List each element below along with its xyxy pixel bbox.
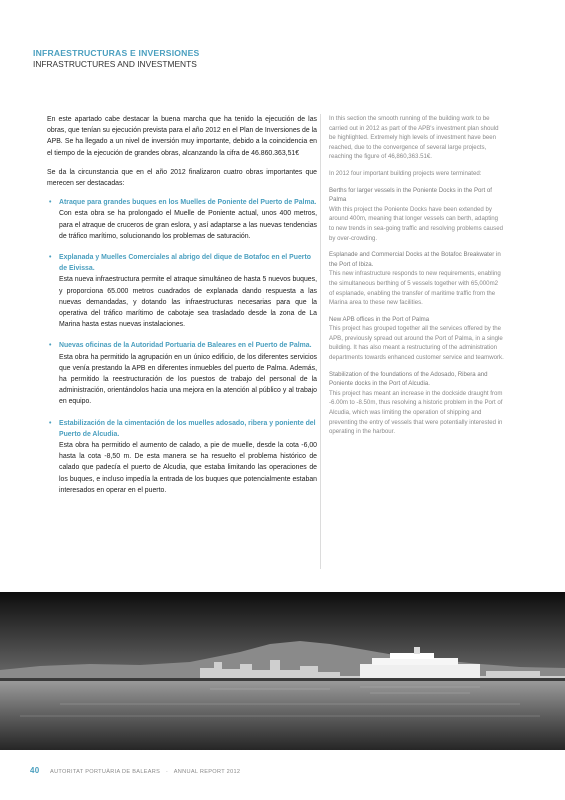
english-item-title: Esplanade and Commercial Docks at the Botafoc Breakwater in the Port of Ibiza. (329, 251, 501, 268)
bullet-title: Nuevas oficinas de la Autoridad Portuaria de Baleares en el Puerto de Palma. (59, 342, 312, 350)
section-title-es: INFRAESTRUCTURAS E INVERSIONES (33, 48, 200, 58)
english-item (329, 186, 504, 244)
lead-paragraph-es: Se da la circunstancia que en el año 2012 finalizaron cuatro obras importantes que merecen ser destacadas: (47, 168, 317, 188)
bullet-title: Estabilización de la cimentación de los muelles adosado, ribera y poniente del Puerto de Alcudia. (59, 419, 316, 438)
bullet-item (47, 340, 317, 407)
harbour-photo (0, 592, 565, 750)
column-divider (320, 114, 321, 569)
intro-paragraph-es: En este apartado cabe destacar la buena marcha que ha tenido la ejecución de las obras, que tenían su ejecución prevista para el año 2012 en el Plan de Inversiones de la APB. Se ha llegado a un nivel de inversión muy importante, debido a la coincidencia en el tiempo de la ejecución de grandes obras, alcanzando la cifra de 46.860.363,51€ (47, 116, 317, 157)
english-item-body: This new infrastructure responds to new requirements, enabling the simultaneous berthing of 5 vessels together with 65,000m2 of esplanade, enabling the transfer of maritime traffic from the Marina area to these new facilities. (329, 270, 501, 307)
bullet-title: Atraque para grandes buques en los Muelles de Poniente del Puerto de Palma. (59, 199, 317, 207)
english-item-body: With this project the Poniente Docks have been extended by around 400m, meaning that longer vessels can berth, adapting to new trends in sea-going traffic and resolving problems caused by over-crowding. (329, 205, 503, 242)
footer-separator: · (166, 769, 169, 775)
bullet-body: Esta obra ha permitido la agrupación en un único edificio, de los diferentes servicios que venía prestando la APB en diferentes inmuebles del puerto de Palma. Además, ha permitido la reestructuración de los puestos de trabajo del personal de la administración, orientándolos hacia una mejora en la atención al público y al trabajo en equipo. (59, 353, 317, 406)
bullet-item (47, 418, 317, 496)
english-item-title: Stabilization of the foundations of the Adosado, Ribera and Poniente docks in the Port of Alcudia. (329, 370, 488, 388)
section-header (33, 48, 533, 70)
harbour-panorama-image (0, 592, 565, 750)
bullet-icon: • (49, 342, 52, 350)
bullet-item (47, 252, 317, 330)
lead-paragraph-en: In 2012 four important building projects were terminated: (329, 169, 482, 177)
bullet-body: Esta obra ha permitido el aumento de calado, a pie de muelle, desde la cota -6,00 hasta la cota -8,50 m. De esta manera se ha resuelto el problema histórico de calado que padecía el puerto de Alcudia, que estaba limitando las operaciones de los buques, e incluso impedía la entrada de los buques que potencialmente estaban interesados en operar en el puerto. (59, 442, 317, 494)
english-item (329, 315, 504, 363)
bullet-item (47, 197, 317, 242)
english-item (329, 250, 504, 308)
bullet-icon: • (49, 419, 52, 427)
bullet-title: Explanada y Muelles Comerciales al abrigo del dique de Botafoc en el Puerto de Eivissa. (59, 254, 311, 273)
footer-org: AUTORITAT PORTUÀRIA DE BALEARS (50, 769, 161, 775)
english-item-body: This project has meant an increase in the dockside draught from -6.00m to -8.50m, thus resolving a historic problem in the Port of Alcudia, which was limiting the operation of shipping and preventing the entry of vessels that were potentially interested in operating in the harbour. (329, 389, 503, 436)
page-footer (30, 766, 240, 775)
bullet-body: Con esta obra se ha prolongado el Muelle de Poniente actual, unos 400 metros, para el atraque de cruceros de gran eslora, y así adaptarse a las nuevas tendencias de tráfico marítimo, solucionando los problemas de saturación. (59, 210, 317, 240)
english-item (329, 370, 504, 437)
intro-paragraph-en: In this section the smooth running of the building work to be carried out in 2012 as part of the APB's investment plan should be highlighted. Extremely high levels of investment have been reached, due to the convergence of several large projects, reaching the figure of 46,860,363.51€. (329, 115, 499, 161)
english-column (329, 114, 504, 444)
english-item-title: Berths for larger vessels in the Poniente Docks in the Port of Palma (329, 186, 492, 204)
bullet-icon: • (49, 199, 52, 207)
page-number: 40 (30, 766, 40, 775)
section-title-en: INFRASTRUCTURES AND INVESTMENTS (33, 59, 197, 69)
bullet-body: Esta nueva infraestructura permite el atraque simultáneo de hasta 5 nuevos buques, y proporciona 65.000 metros cuadrados de explanada dando respuesta a las nuevas demandadas, y dotando las infraestructuras necesarias para que la operativa del tráfico marítimo de cabotaje sea trasladado desde la zona de La Marina hasta estas nuevas instalaciones. (59, 276, 317, 329)
english-item-title: New APB offices in the Port of Palma (329, 315, 430, 323)
bullet-icon: • (49, 254, 52, 262)
english-item-body: This project has grouped together all the services offered by the APB, previously spread out around the Port of Palma, in a single building. It has also meant a restructuring of the administration departments towards enhanced customer service and teamwork. (329, 325, 504, 362)
footer-report: ANNUAL REPORT 2012 (173, 769, 241, 775)
spanish-column (47, 114, 317, 506)
